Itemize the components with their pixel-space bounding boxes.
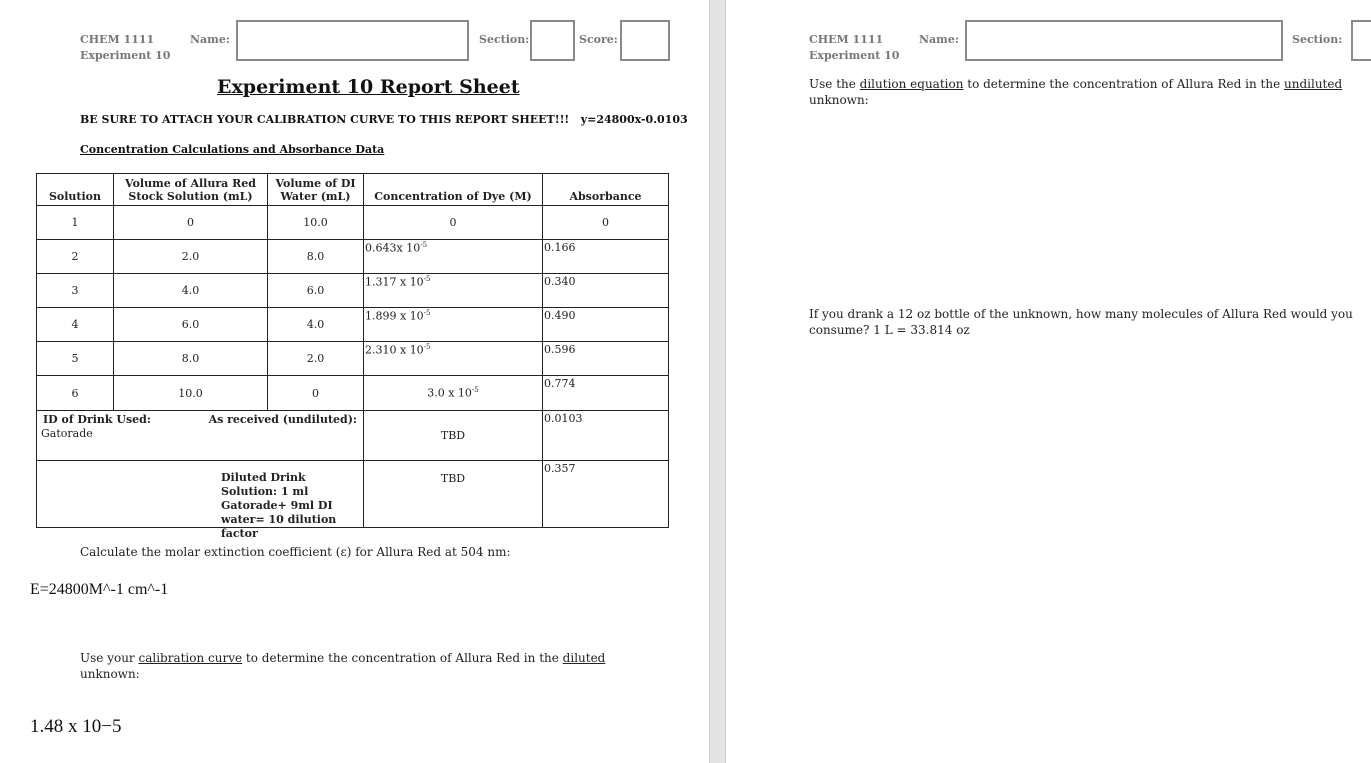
absorbance-data-table [36, 173, 669, 540]
concentration-cell[interactable] [364, 308, 543, 342]
solution-cell: 2 [37, 240, 114, 274]
concentration-exponent: -5 [423, 275, 431, 283]
header-water-volume: Volume of DI Water (mL) [268, 174, 364, 206]
table-header-row [37, 174, 669, 206]
name-field[interactable] [236, 20, 469, 61]
question-text: Use the [809, 77, 860, 91]
concentration-value: 1.317 x 10 [365, 275, 424, 289]
header-concentration: Concentration of Dye (M) [364, 174, 543, 206]
experiment-label: Experiment 10 [80, 49, 171, 62]
water-volume-cell: 0 [268, 376, 364, 411]
stock-volume-cell: 0 [114, 206, 268, 240]
table-subheading: Concentration Calculations and Absorbance Data [80, 143, 385, 156]
question-text: Use your [80, 651, 139, 665]
concentration-exponent: -5 [423, 309, 431, 317]
concentration-cell[interactable] [364, 376, 543, 411]
question-undiluted-concentration [809, 76, 1349, 108]
diluted-drink-label: Diluted Drink Solution: 1 ml Gatorade+ 9ml DI water= 10 dilution factor [221, 471, 337, 540]
solution-cell: 1 [37, 206, 114, 240]
table-row [37, 240, 669, 274]
calibration-equation: y=24800x-0.0103 [580, 113, 688, 126]
drink-diluted-row [37, 461, 669, 528]
name-field[interactable] [965, 20, 1283, 61]
attach-notice-text: BE SURE TO ATTACH YOUR CALIBRATION CURVE TO THIS REPORT SHEET!!! [80, 113, 570, 126]
concentration-cell[interactable] [364, 240, 543, 274]
question-diluted-concentration [80, 650, 620, 682]
question-underlined: calibration curve [138, 651, 243, 665]
concentration-exponent: -5 [471, 386, 479, 395]
question-text: to determine the concentration of Allura Red in the [963, 77, 1285, 91]
undiluted-concentration-cell[interactable]: TBD [364, 411, 543, 461]
question-text: unknown: [809, 93, 869, 107]
drink-id-label: ID of Drink Used: [43, 413, 151, 426]
question-underlined: undiluted [1284, 77, 1343, 91]
answer-extinction-coefficient[interactable]: E=24800M^-1 cm^-1 [30, 581, 169, 598]
question-underlined: dilution equation [859, 77, 964, 91]
drink-id-value[interactable]: Gatorade [41, 427, 93, 440]
drink-undiluted-row [37, 411, 669, 461]
stock-volume-cell: 4.0 [114, 274, 268, 308]
solution-cell: 3 [37, 274, 114, 308]
concentration-cell[interactable] [364, 342, 543, 376]
section-field[interactable] [530, 20, 575, 61]
header-absorbance: Absorbance [543, 174, 669, 206]
page-gutter [709, 0, 726, 763]
drink-id-cell [37, 411, 364, 461]
diluted-label-cell [37, 461, 364, 540]
header-stock-volume: Volume of Allura Red Stock Solution (mL) [114, 174, 268, 206]
water-volume-cell: 10.0 [268, 206, 364, 240]
section-label: Section: [1292, 33, 1343, 46]
score-field[interactable] [620, 20, 670, 61]
table-row [37, 308, 669, 342]
attach-notice [80, 113, 688, 126]
name-label: Name: [190, 33, 230, 46]
absorbance-cell[interactable]: 0.596 [543, 342, 669, 376]
concentration-value: 0.643x 10 [365, 241, 421, 255]
concentration-value: 2.310 x 10 [365, 343, 424, 357]
report-page-2 [726, 0, 1371, 763]
experiment-label: Experiment 10 [809, 49, 900, 62]
section-label: Section: [479, 33, 530, 46]
diluted-concentration-cell[interactable]: TBD [364, 461, 543, 528]
absorbance-cell[interactable]: 0.774 [543, 376, 669, 411]
stock-volume-cell: 8.0 [114, 342, 268, 376]
water-volume-cell: 6.0 [268, 274, 364, 308]
absorbance-cell[interactable]: 0.490 [543, 308, 669, 342]
stock-volume-cell: 2.0 [114, 240, 268, 274]
concentration-cell[interactable] [364, 274, 543, 308]
course-label: CHEM 1111 [80, 33, 155, 46]
absorbance-cell[interactable]: 0 [543, 206, 669, 240]
question-text: to determine the concentration of Allura Red in the [242, 651, 563, 665]
water-volume-cell: 4.0 [268, 308, 364, 342]
stock-volume-cell: 6.0 [114, 308, 268, 342]
solution-cell: 6 [37, 376, 114, 411]
as-received-label: As received (undiluted): [208, 413, 357, 426]
absorbance-cell[interactable]: 0.340 [543, 274, 669, 308]
table-row [37, 274, 669, 308]
question-text: unknown: [80, 667, 140, 681]
score-label: Score: [579, 33, 618, 46]
name-label: Name: [919, 33, 959, 46]
page-title: Experiment 10 Report Sheet [217, 76, 520, 98]
answer-diluted-concentration[interactable]: 1.48 x 10−5 [30, 716, 122, 737]
concentration-cell[interactable] [364, 206, 543, 240]
stock-volume-cell: 10.0 [114, 376, 268, 411]
diluted-absorbance-cell[interactable]: 0.357 [543, 461, 669, 528]
question-underlined: diluted [562, 651, 606, 665]
table-row [37, 206, 669, 240]
concentration-exponent: -5 [420, 241, 428, 249]
section-field[interactable] [1351, 20, 1371, 61]
header-solution: Solution [37, 174, 114, 206]
table-row [37, 342, 669, 376]
water-volume-cell: 8.0 [268, 240, 364, 274]
solution-cell: 4 [37, 308, 114, 342]
undiluted-absorbance-cell[interactable]: 0.0103 [543, 411, 669, 461]
question-extinction-coefficient: Calculate the molar extinction coefficient (ε) for Allura Red at 504 nm: [80, 545, 511, 559]
question-molecules-consumed: If you drank a 12 oz bottle of the unknown, how many molecules of Allura Red would you consume? 1 L = 33.814 oz [809, 307, 1353, 337]
table-row [37, 376, 669, 411]
absorbance-cell[interactable]: 0.166 [543, 240, 669, 274]
concentration-value: 3.0 x 10 [427, 386, 472, 400]
concentration-exponent: -5 [423, 343, 431, 351]
concentration-value: 0 [449, 216, 457, 229]
concentration-value: 1.899 x 10 [365, 309, 424, 323]
water-volume-cell: 2.0 [268, 342, 364, 376]
course-label: CHEM 1111 [809, 33, 884, 46]
solution-cell: 5 [37, 342, 114, 376]
